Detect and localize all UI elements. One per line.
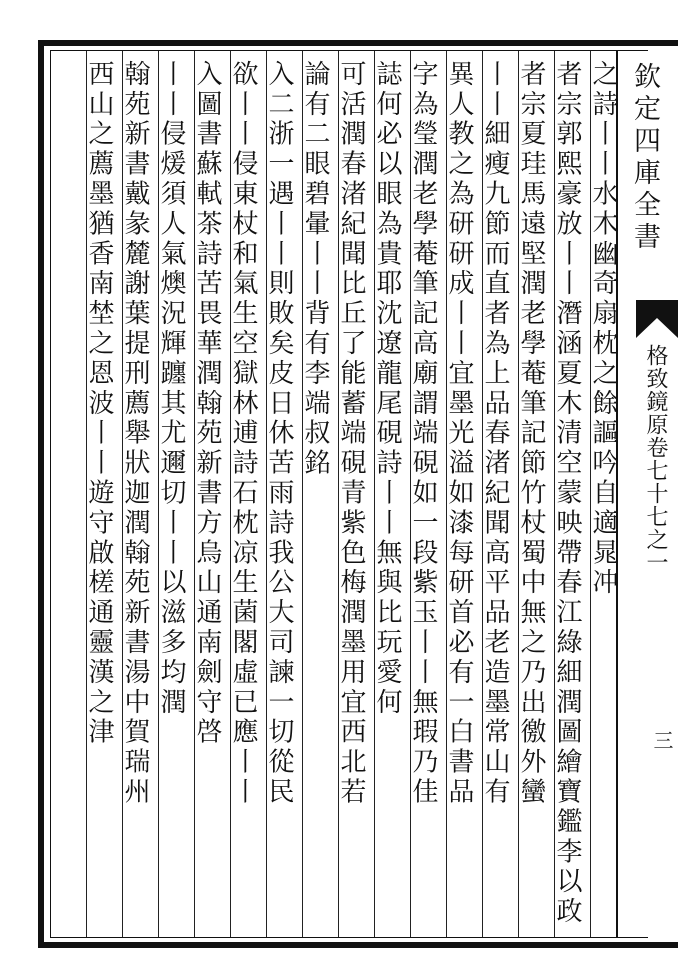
text-column-5: 異人教之為研研成丨丨宜墨光溢如漆每研首必有一白書品 — [444, 60, 474, 808]
text-column-12: 入圖書蘇軾茶詩苦畏華潤翰苑新書方烏山通南劍守啓 — [192, 60, 222, 748]
text-column-8: 可活潤春渚紀聞比丘了能蓄端硯青紫色梅潤墨用宜西北若 — [336, 60, 366, 808]
fishtail-mark-icon — [636, 300, 678, 338]
text-column-1: 之詩丨丨水木幽奇扇枕之餘謳吟自適晁冲 — [588, 60, 618, 599]
text-column-14: 翰苑新書戴彖麓謝葉提刑薦舉狀迦潤翰苑新書湯中賀瑞州 — [120, 60, 150, 808]
text-column-4: 丨丨細瘦九節而直者為上品春渚紀聞高平品老造墨常山有 — [480, 60, 510, 808]
text-column-7: 誌何必以眼為貴耶沈遼龍尾硯詩丨丨無與比玩愛何 — [372, 60, 402, 718]
text-column-9: 論有二眼碧暈丨丨背有李端叔銘 — [300, 60, 330, 479]
banner-title: 欽定四庫全書 — [629, 62, 660, 254]
text-column-2: 者宗郭熙豪放丨丨潛涵夏木清空蒙映帶春江綠細潤圖繪寶鑑李以政 — [552, 60, 582, 928]
banner-subtitle: 格致鏡原卷七十七之一 — [643, 344, 668, 574]
text-column-11: 欲丨丨侵東杖和氣生空獄林逋詩石枕凉生菌閣虛已應丨丨 — [228, 60, 258, 808]
text-column-10: 入二浙一遇丨丨則敗矣皮日休苦雨詩我公大司諫一切從民 — [264, 60, 294, 808]
text-column-13: 丨丨侵煖須人氣燠況輝躔其尤邇切丨丨以滋多均潤 — [156, 60, 186, 718]
text-column-15: 西山之薦墨猶香南埜之恩波丨丨遊守啟槎通靈漢之津 — [84, 60, 114, 748]
text-column-3: 者宗夏珪馬遠堅潤老學菴筆記節竹杖蜀中無之乃出徼外蠻 — [516, 60, 546, 808]
page-number: 三 — [650, 730, 674, 750]
text-column-6: 字為瑩潤老學菴筆記高廟謂端硯如一段紫玉丨丨無瑕乃佳 — [408, 60, 438, 808]
